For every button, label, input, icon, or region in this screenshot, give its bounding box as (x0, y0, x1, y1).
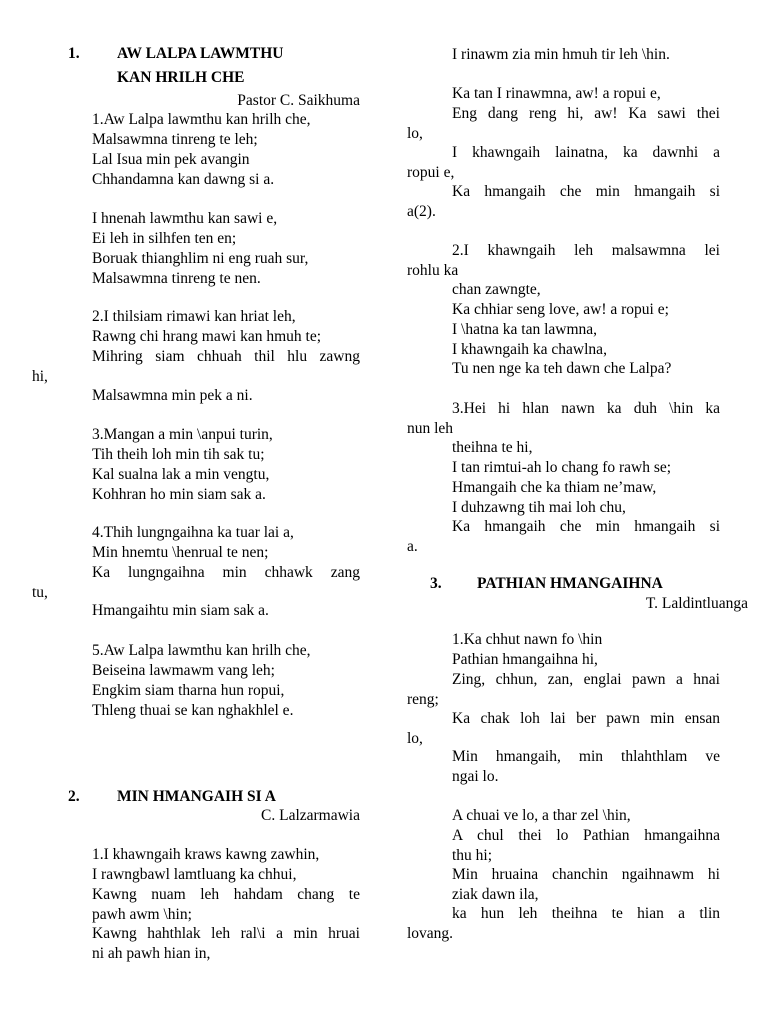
song-1-title-line-2: KAN HRILH CHE (117, 69, 245, 86)
lyric-line: 3.Mangan a min \anpui turin, (92, 426, 273, 443)
lyric-line: chan zawngte, (452, 281, 541, 298)
lyric-line-wrap: nun leh (407, 420, 454, 437)
lyric-line-wrap: pawh awm \hin; (92, 906, 192, 923)
lyric-line: Hmangaih che ka thiam ne’maw, (452, 479, 657, 496)
lyric-line: I \hatna ka tan lawmna, (452, 321, 598, 338)
lyric-line: Eng dang reng hi, aw! Ka sawi thei (452, 105, 720, 122)
song-2-author: C. Lalzarmawia (261, 807, 360, 824)
lyric-line: 3.Hei hi hlan nawn ka duh \hin ka (452, 400, 720, 417)
lyric-line-wrap: lo, (407, 730, 423, 747)
lyric-line: Min hruaina chanchin ngaihnawm hi (452, 866, 720, 883)
lyric-line: Ei leh in silhfen ten en; (92, 230, 237, 247)
lyric-line: I khawngaih ka chawlna, (452, 341, 607, 358)
lyric-line-wrap: lovang. (407, 925, 454, 942)
lyric-line: 1.I khawngaih kraws kawng zawhin, (92, 846, 320, 863)
lyric-line: Malsawmna tinreng te leh; (92, 131, 258, 148)
lyric-line: Kal sualna lak a min vengtu, (92, 466, 270, 483)
lyric-line-wrap: a. (407, 538, 418, 555)
lyric-line: I rinawm zia min hmuh tir leh \hin. (452, 46, 670, 63)
lyric-line: Mihring siam chhuah thil hlu zawng (92, 348, 360, 365)
lyric-line: Malsawmna min pek a ni. (92, 387, 253, 404)
lyric-line: Lal Isua min pek avangin (92, 151, 250, 168)
lyric-line: I hnenah lawmthu kan sawi e, (92, 210, 278, 227)
lyric-line-wrap: ni ah pawh hian in, (92, 945, 211, 962)
lyric-line: Ka tan I rinawmna, aw! a ropui e, (452, 85, 661, 102)
lyric-line-wrap: tu, (32, 584, 48, 601)
song-2-number: 2. (68, 788, 80, 805)
lyric-line-wrap: ropui e, (407, 164, 455, 181)
lyric-line: 4.Thih lungngaihna ka tuar lai a, (92, 524, 294, 541)
lyric-line: Zing, chhun, zan, englai pawn a hnai (452, 671, 720, 688)
lyric-line: Hmangaihtu min siam sak a. (92, 602, 269, 619)
lyric-line: 2.I thilsiam rimawi kan hriat leh, (92, 308, 296, 325)
lyric-line: 1.Ka chhut nawn fo \hin (452, 631, 603, 648)
lyric-line: I tan rimtui-ah lo chang fo rawh se; (452, 459, 672, 476)
lyric-line: theihna te hi, (452, 439, 533, 456)
lyric-line: Pathian hmangaihna hi, (452, 651, 598, 668)
lyric-line: Kawng hahthlak leh ral\i a min hruai (92, 925, 360, 942)
lyric-line: Beiseina lawmawm vang leh; (92, 662, 275, 679)
lyric-line: 2.I khawngaih leh malsawmna lei (452, 242, 720, 259)
song-1-number: 1. (68, 45, 80, 62)
lyric-line: Boruak thianghlim ni eng ruah sur, (92, 250, 309, 267)
song-1-title-line-1: AW LALPA LAWMTHU (117, 45, 284, 62)
lyric-line: Kohhran ho min siam sak a. (92, 486, 266, 503)
lyric-line: Thleng thuai se kan nghakhlel e. (92, 702, 294, 719)
lyric-line: A chul thei lo Pathian hmangaihna (452, 827, 720, 844)
lyric-line: ka hun leh theihna te hian a tlin (452, 905, 720, 922)
lyric-line: I duhzawng tih mai loh chu, (452, 499, 626, 516)
song-3-title: PATHIAN HMANGAIHNA (477, 575, 663, 592)
lyric-line: Ka hmangaih che min hmangaih si (452, 183, 720, 200)
lyric-line: I khawngaih lainatna, ka dawnhi a (452, 144, 720, 161)
lyric-line-wrap: reng; (407, 691, 439, 708)
lyric-line-wrap: ziak dawn ila, (452, 886, 539, 903)
lyric-line: Kawng nuam leh hahdam chang te (92, 886, 360, 903)
lyric-line-wrap: rohlu ka (407, 262, 459, 279)
lyric-line: Ka chak loh lai ber pawn min ensan (452, 710, 720, 727)
lyric-line: Rawng chi hrang mawi kan hmuh te; (92, 328, 322, 345)
lyric-line: Ka chhiar seng love, aw! a ropui e; (452, 301, 669, 318)
song-1-author: Pastor C. Saikhuma (237, 92, 360, 109)
song-2-title: MIN HMANGAIH SI A (117, 788, 276, 805)
lyric-line: I rawngbawl lamtluang ka chhui, (92, 866, 297, 883)
lyric-line: Tu nen nge ka teh dawn che Lalpa? (452, 360, 672, 377)
lyric-line: A chuai ve lo, a thar zel \hin, (452, 807, 631, 824)
lyric-line: Chhandamna kan dawng si a. (92, 171, 275, 188)
lyric-line-wrap: ngai lo. (452, 768, 499, 785)
lyric-line: Min hnemtu \henrual te nen; (92, 544, 269, 561)
song-3-number: 3. (430, 575, 442, 592)
lyric-line: Ka hmangaih che min hmangaih si (452, 518, 720, 535)
lyric-line: 1.Aw Lalpa lawmthu kan hrilh che, (92, 111, 311, 128)
lyric-line: Tih theih loh min tih sak tu; (92, 446, 265, 463)
lyric-line: Malsawmna tinreng te nen. (92, 270, 261, 287)
lyric-line-wrap: thu hi; (452, 847, 493, 864)
lyric-line: 5.Aw Lalpa lawmthu kan hrilh che, (92, 642, 311, 659)
lyric-line: Ka lungngaihna min chhawk zang (92, 564, 360, 581)
lyric-line-wrap: hi, (32, 368, 48, 385)
lyric-line-wrap: lo, (407, 125, 423, 142)
lyric-line-wrap: a(2). (407, 203, 436, 220)
lyric-line: Engkim siam tharna hun ropui, (92, 682, 285, 699)
song-3-author: T. Laldintluanga (645, 595, 748, 612)
lyric-line: Min hmangaih, min thlahthlam ve (452, 748, 720, 765)
